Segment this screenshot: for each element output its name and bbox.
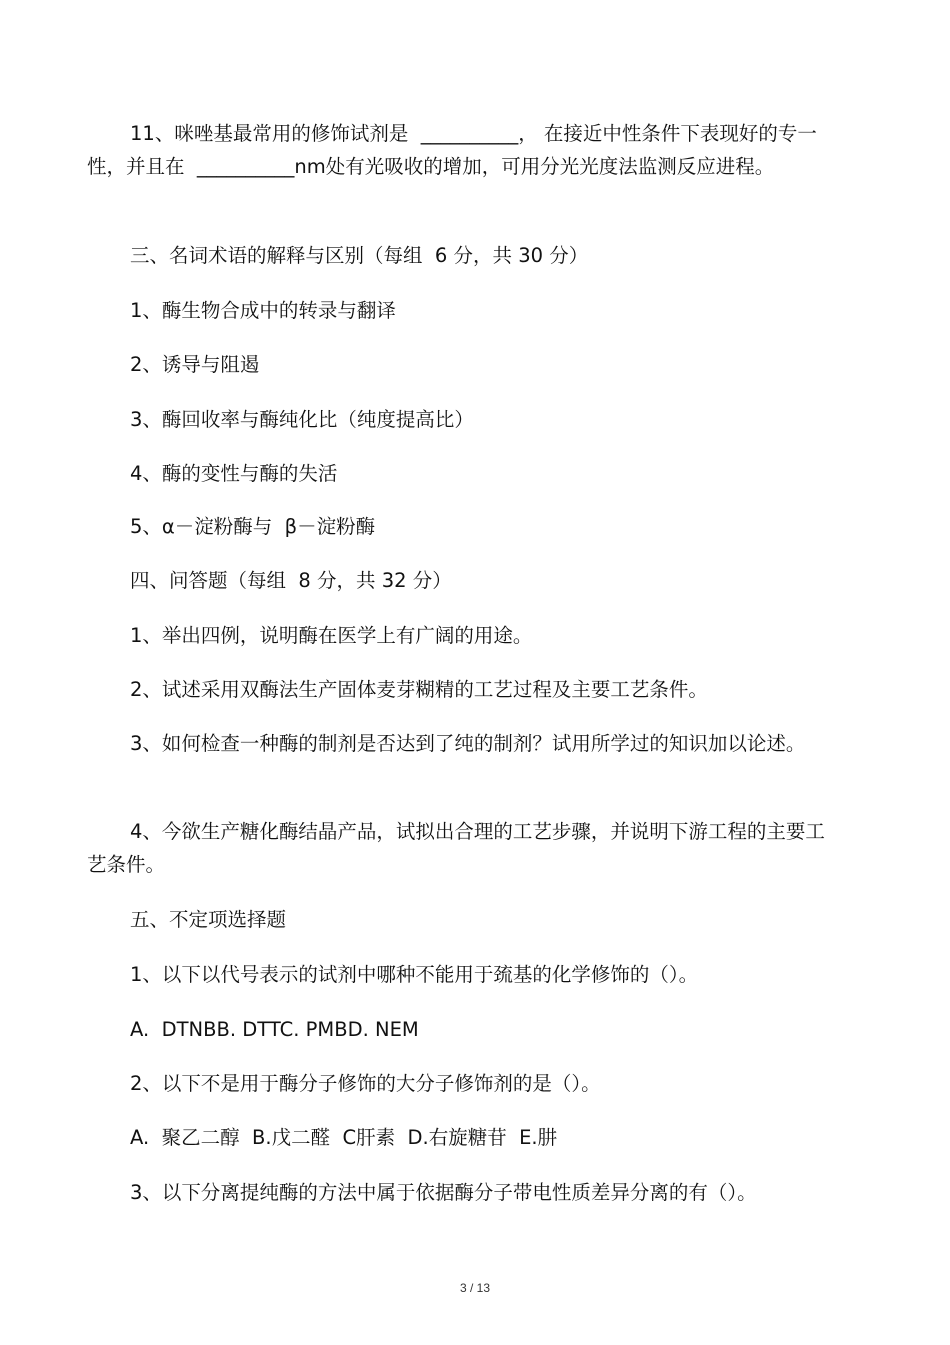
page-number: 3 / 13	[459, 1281, 491, 1295]
section-3-item-2: 2、诱导与阻遏	[130, 353, 260, 376]
section-3-item-1: 1、酶生物合成中的转录与翻译	[130, 299, 396, 322]
section-4-item-1: 1、举出四例，说明酶在医学上有广阔的用途。	[130, 624, 533, 647]
section-3-item-5: 5、α－淀粉酶与 β－淀粉酶	[130, 515, 376, 538]
section-4-item-4: 4、今欲生产糖化酶结晶产品，试拟出合理的工艺步骤，并说明下游工程的主要工艺条件。	[87, 820, 825, 876]
section-5-item-3: 3、以下分离提纯酶的方法中属于依据酶分子带电性质差异分离的有（）。	[130, 1181, 757, 1204]
section-5-item-1: 1、以下以代号表示的试剂中哪种不能用于巯基的化学修饰的（）。	[130, 963, 699, 986]
question-11: 11、咪唑基最常用的修饰试剂是 __________， 在接近中性条件下表现好的专一性，并且在 __________nm处有光吸收的增加，可用分光光度法监测反应进程。	[87, 122, 817, 178]
section-3-item-4: 4、酶的变性与酶的失活	[130, 462, 338, 485]
section-4-item-3: 3、如何检查一种酶的制剂是否达到了纯的制剂？试用所学过的知识加以论述。	[130, 732, 806, 755]
section-3-heading: 三、名词术语的解释与区别（每组 6 分，共 30 分）	[130, 244, 589, 267]
section-5-item-2: 2、以下不是用于酶分子修饰的大分子修饰剂的是（）。	[130, 1072, 601, 1095]
section-4-heading: 四、问答题（每组 8 分，共 32 分）	[130, 569, 452, 592]
section-4-item-2: 2、试述采用双酶法生产固体麦芽糊精的工艺过程及主要工艺条件。	[130, 678, 708, 701]
section-3-item-3: 3、酶回收率与酶纯化比（纯度提高比）	[130, 408, 474, 431]
section-5-item-2-options: A. 聚乙二醇 B.戊二醛 C肝素 D.右旋糖苷 E.肼	[130, 1126, 558, 1149]
section-5-item-1-options: A. DTNBB. DTTC. PMBD. NEM	[130, 1018, 419, 1041]
section-5-heading: 五、不定项选择题	[130, 908, 287, 931]
